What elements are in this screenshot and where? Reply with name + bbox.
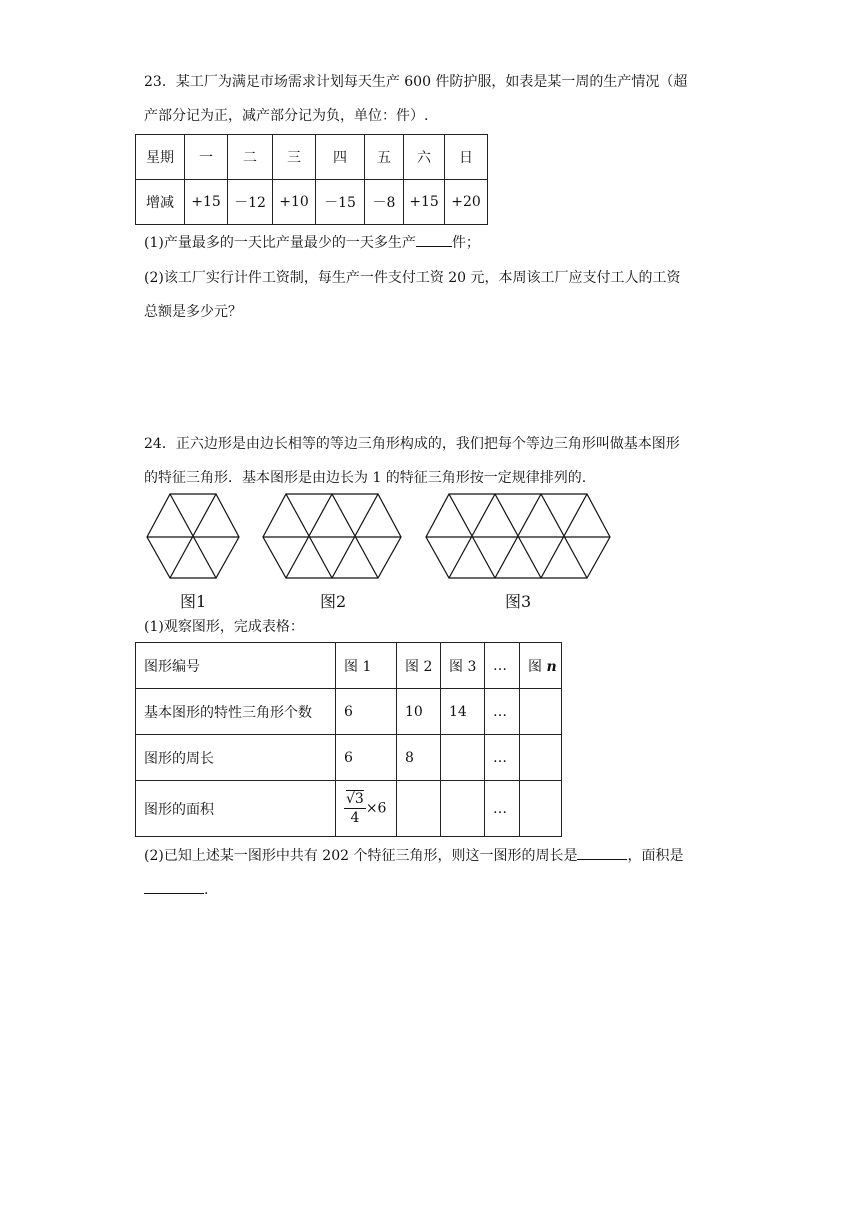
- table-row-count: [136, 689, 562, 735]
- q24-part2-mid: ，面积是: [627, 848, 684, 864]
- table-cell-header: 图形编号: [136, 643, 336, 689]
- q24-part2: [144, 845, 683, 866]
- table-cell-label: 图形的面积: [136, 781, 336, 837]
- q24-line1: 24．正六边形是由边长相等的等边三角形构成的，我们把每个等边三角形叫做基本图形: [144, 436, 680, 452]
- table-cell-value: …: [485, 781, 520, 837]
- table-cell-change: +15: [404, 180, 445, 225]
- q24-hexagon-figures: [0, 0, 860, 600]
- table-cell-day: 一: [185, 135, 228, 180]
- table-cell-day: 六: [404, 135, 445, 180]
- table-cell-label: 基本图形的特性三角形个数: [136, 689, 336, 735]
- table-cell-value: …: [485, 689, 520, 735]
- table-cell-day: 日: [445, 135, 488, 180]
- table-cell-change: －8: [365, 180, 404, 225]
- table-cell-day: 三: [273, 135, 316, 180]
- table-cell-area-formula: [336, 781, 397, 837]
- figure-3-caption: 图3: [505, 592, 532, 611]
- table-cell-header: 增减: [136, 180, 185, 225]
- area-fraction: [344, 790, 366, 827]
- table-cell-header-n: [520, 643, 562, 689]
- q24-line2: 的特征三角形．基本图形是由边长为 1 的特征三角形按一定规律排列的.: [144, 470, 587, 486]
- figure-1-caption: 图1: [180, 592, 207, 611]
- table-cell-value: [441, 781, 485, 837]
- table-row-area: [136, 781, 562, 837]
- q23-line1: 23．某工厂为满足市场需求计划每天生产 600 件防护服，如表是某一周的生产情况（超: [144, 74, 688, 90]
- table-row-header: [136, 643, 562, 689]
- figure-3-shape: [426, 494, 610, 578]
- table-cell-value: …: [485, 735, 520, 781]
- table-cell-header: …: [485, 643, 520, 689]
- table-cell-value: 14: [441, 689, 485, 735]
- q23-part2-line1: (2)该工厂实行计件工资制，每生产一件支付工资 20 元，本周该工厂应支付工人的工资: [144, 270, 681, 286]
- q23-line2: 产部分记为正，减产部分记为负，单位：件）.: [144, 108, 429, 124]
- q23-part1-text: (1)产量最多的一天比产量最少的一天多生产: [144, 235, 416, 251]
- table-cell-value: [441, 735, 485, 781]
- table-row-perimeter: [136, 735, 562, 781]
- header-n-prefix: 图: [528, 658, 547, 675]
- table-cell-value: [520, 689, 562, 735]
- q23-part1-unit: 件；: [451, 235, 480, 251]
- table-cell-header: 图 2: [397, 643, 441, 689]
- table-cell-value: 10: [397, 689, 441, 735]
- table-cell-header: 图 1: [336, 643, 397, 689]
- area-multiplier: ×6: [365, 800, 387, 817]
- answer-blank-perimeter: [577, 845, 627, 860]
- table-cell-change: +15: [185, 180, 228, 225]
- table-cell-header: 图 3: [441, 643, 485, 689]
- table-cell-value: [520, 735, 562, 781]
- table-cell-change: －12: [228, 180, 273, 225]
- table-cell-change: +20: [445, 180, 488, 225]
- table-cell-value: [397, 781, 441, 837]
- q23-part2-line2: 总额是多少元？: [144, 304, 242, 320]
- fraction-denominator: 4: [350, 810, 360, 826]
- table-cell-value: [520, 781, 562, 837]
- table-cell-label: 图形的周长: [136, 735, 336, 781]
- table-cell-value: 6: [336, 735, 397, 781]
- figure-2-shape: [263, 494, 401, 578]
- table-cell-day: 四: [316, 135, 365, 180]
- answer-blank-area: [144, 879, 204, 894]
- q24-part2-text: (2)已知上述某一图形中共有 202 个特征三角形，则这一图形的周长是: [144, 848, 578, 864]
- table-cell-day: 二: [228, 135, 273, 180]
- header-n-var: n: [546, 658, 557, 675]
- table-cell-day: 五: [365, 135, 404, 180]
- fraction-numerator: √3: [346, 791, 364, 807]
- table-cell-change: +10: [273, 180, 316, 225]
- table-cell-value: 6: [336, 689, 397, 735]
- table-cell-change: －15: [316, 180, 365, 225]
- q24-part1: (1)观察图形，完成表格：: [144, 619, 304, 635]
- table-cell-header: 星期: [136, 135, 185, 180]
- figure-1-hexagon: [147, 494, 239, 578]
- table-cell-value: 8: [397, 735, 441, 781]
- q24-figure-table: [135, 642, 562, 837]
- figure-2-caption: 图2: [320, 592, 347, 611]
- q24-part2-line2: [144, 879, 208, 900]
- q24-part2-end: .: [204, 882, 209, 898]
